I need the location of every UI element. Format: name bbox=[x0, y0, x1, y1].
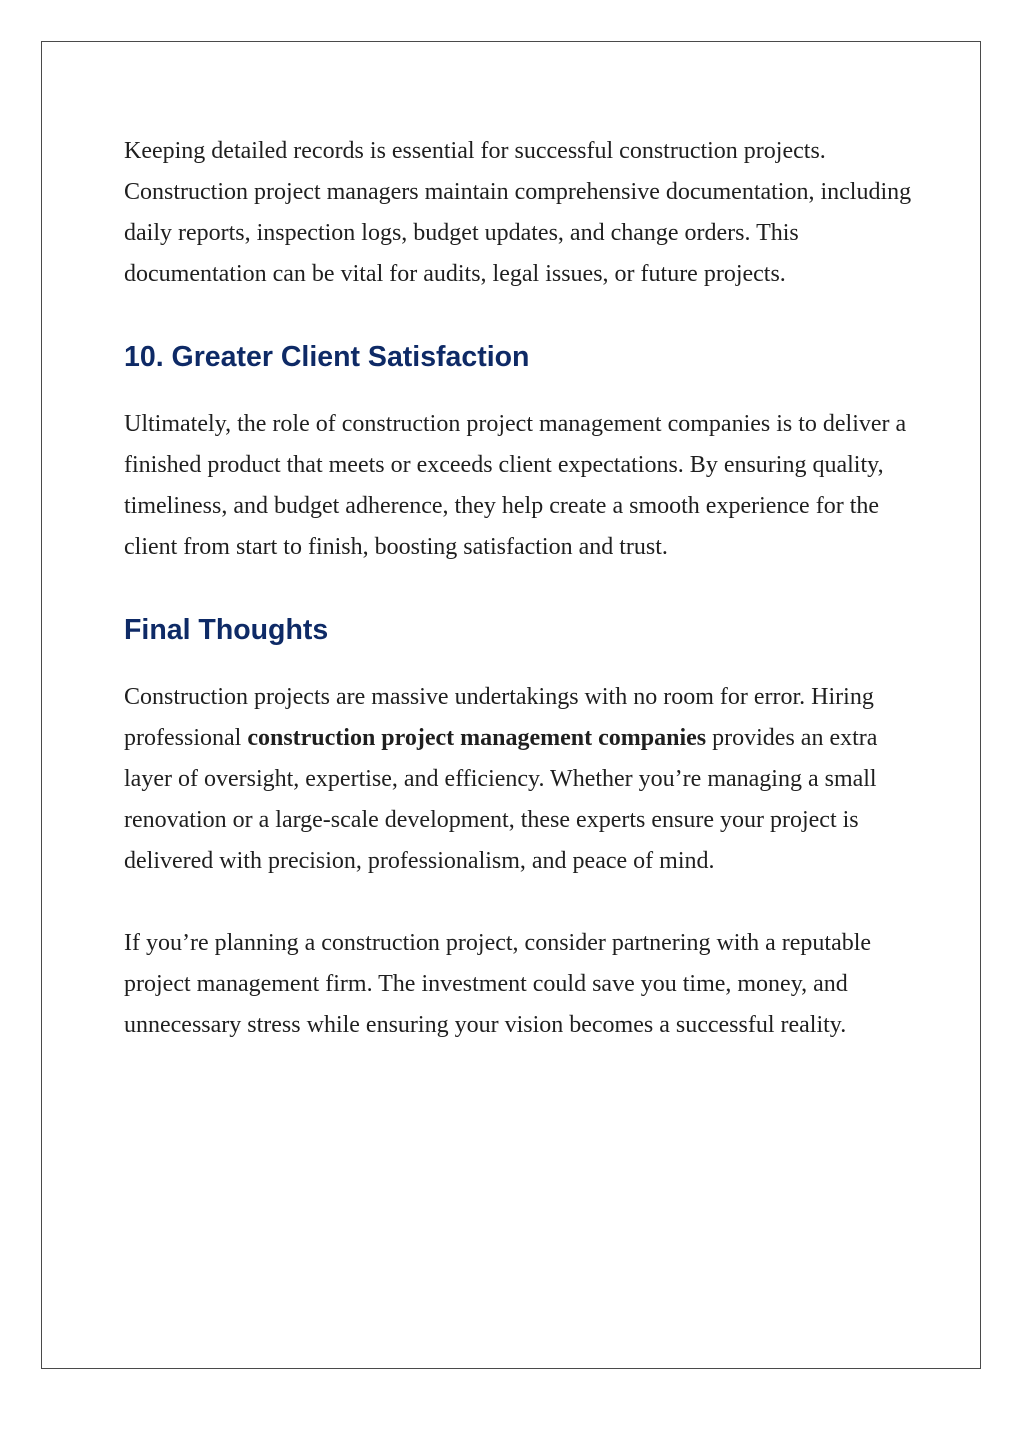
paragraph-records: Keeping detailed records is essential for successful construction projects. Construction project managers maintain comprehensive documentation, including daily reports, inspection logs, budget updates, and change orders. This documentation can be vital for audits, legal issues, or future projects. bbox=[124, 138, 912, 287]
section-heading-final-thoughts: Final Thoughts bbox=[124, 614, 329, 646]
paragraph-final-thoughts bbox=[124, 677, 914, 882]
section-heading-client-satisfaction: 10. Greater Client Satisfaction bbox=[124, 341, 530, 373]
document-body bbox=[124, 131, 914, 1046]
final-text-bold-phrase: construction project management companies bbox=[247, 725, 707, 751]
paragraph-client-satisfaction: Ultimately, the role of construction project management companies is to deliver a finished product that meets or exceeds client expectations. By ensuring quality, timeliness, and budget adherence, they help create a smooth experience for the client from start to finish, boosting satisfaction and trust. bbox=[124, 411, 907, 560]
paragraph-closing: If you’re planning a construction project, consider partnering with a reputable project management firm. The investment could save you time, money, and unnecessary stress while ensuring your vision becomes a successful reality. bbox=[124, 930, 872, 1038]
final-text-before-bold: Construction projects are massive undertakings with no room for error. Hiring professional bbox=[124, 684, 874, 751]
final-text-after-bold: provides an extra layer of oversight, expertise, and efficiency. Whether you’re managing a small renovation or a large-scale development, these experts ensure your project is delivered with precision, professionalism, and peace of mind. bbox=[124, 725, 878, 874]
